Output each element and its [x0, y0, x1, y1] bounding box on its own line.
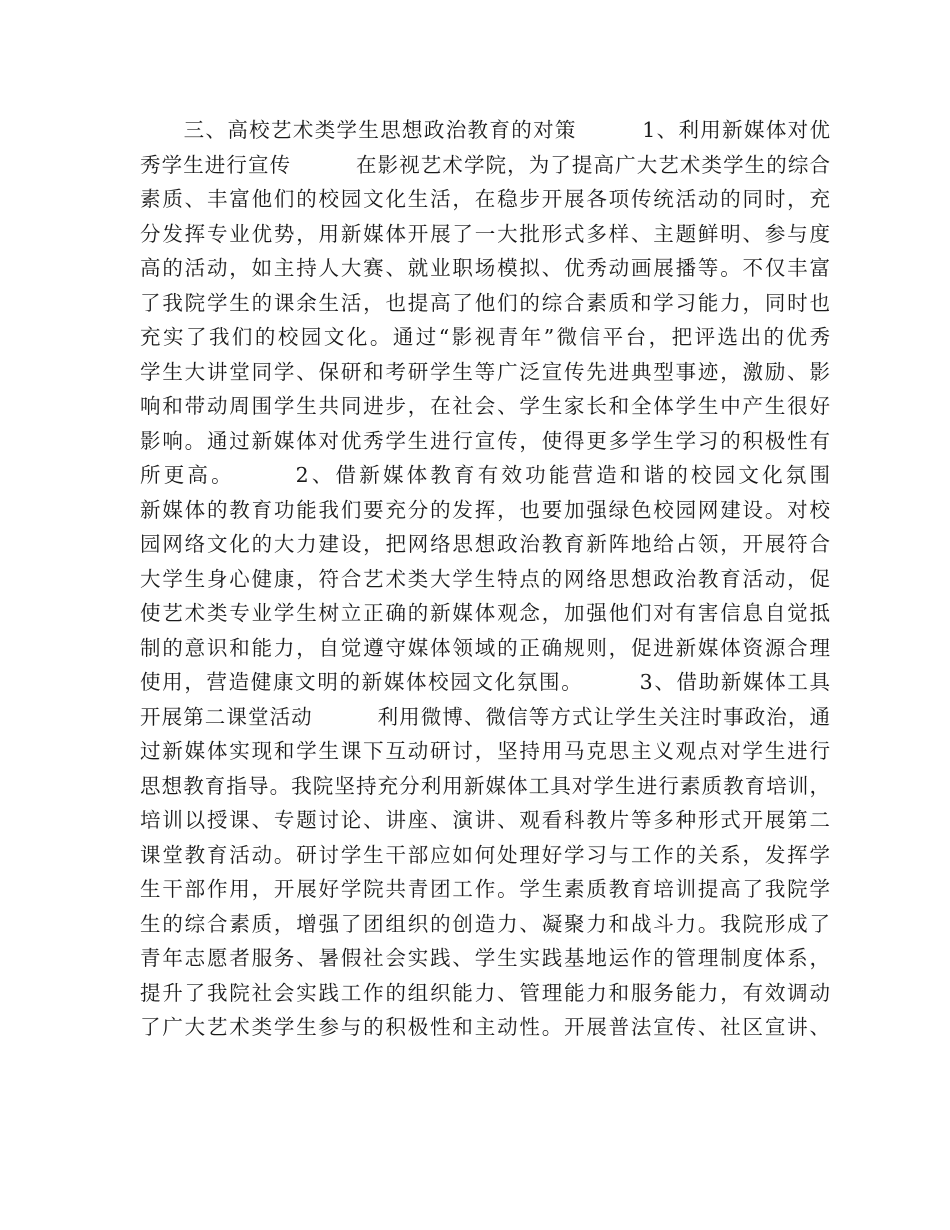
text-line: 思想教育指导。我院坚持充分利用新媒体工具对学生进行素质教育培训，: [140, 773, 830, 798]
text-line: 开展第二课堂活动 利用微博、微信等方式让学生关注时事政治，通: [140, 704, 830, 729]
text-line: 生的综合素质，增强了团组织的创造力、凝聚力和战斗力。我院形成了: [140, 911, 830, 936]
text-line: 分发挥专业优势，用新媒体开展了一大批形式多样、主题鲜明、参与度: [140, 221, 830, 246]
text-line: 高的活动，如主持人大赛、就业职场模拟、优秀动画展播等。不仅丰富: [140, 256, 830, 280]
text-line: 提升了我院社会实践工作的组织能力、管理能力和服务能力，有效调动: [140, 980, 830, 1005]
text-line: 园网络文化的大力建设，把网络思想政治教育新阵地给占领，开展符合: [140, 532, 830, 556]
text-line: 所更高。 2、借新媒体教育有效功能营造和谐的校园文化氛围: [140, 463, 830, 487]
text-line: 制的意识和能力，自觉遵守媒体领域的正确规则，促进新媒体资源合理: [140, 635, 830, 660]
text-line: 大学生身心健康，符合艺术类大学生特点的网络思想政治教育活动，促: [140, 566, 830, 591]
text-line: 素质、丰富他们的校园文化生活，在稳步开展各项传统活动的同时，充: [140, 187, 830, 211]
text-line: 秀学生进行宣传 在影视艺术学院，为了提高广大艺术类学生的综合: [140, 152, 830, 177]
text-line: 了广大艺术类学生参与的积极性和主动性。开展普法宣传、社区宣讲、: [140, 1015, 830, 1039]
text-line: 响和带动周围学生共同进步，在社会、学生家长和全体学生中产生很好: [140, 394, 830, 418]
text-line: 使用，营造健康文明的新媒体校园文化氛围。 3、借助新媒体工具: [140, 670, 830, 694]
text-line: 了我院学生的课余生活，也提高了他们的综合素质和学习能力，同时也: [140, 290, 830, 315]
text-line: 学生大讲堂同学、保研和考研学生等广泛宣传先进典型事迹，激励、影: [140, 359, 830, 384]
text-line: 培训以授课、专题讨论、讲座、演讲、观看科教片等多种形式开展第二: [140, 808, 830, 832]
text-line: 充实了我们的校园文化。通过“影视青年”微信平台，把评选出的优秀: [140, 325, 830, 349]
text-line: 影响。通过新媒体对优秀学生进行宣传，使得更多学生学习的积极性有: [140, 428, 830, 453]
text-line: 过新媒体实现和学生课下互动研讨，坚持用马克思主义观点对学生进行: [140, 739, 830, 763]
text-line: 课堂教育活动。研讨学生干部应如何处理好学习与工作的关系，发挥学: [140, 842, 830, 867]
text-line: 青年志愿者服务、暑假社会实践、学生实践基地运作的管理制度体系，: [140, 946, 830, 970]
body-text: [140, 113, 830, 1045]
text-line: 三、高校艺术类学生思想政治教育的对策 1、利用新媒体对优: [140, 118, 830, 142]
text-line: 新媒体的教育功能我们要充分的发挥，也要加强绿色校园网建设。对校: [140, 497, 830, 522]
text-line: 使艺术类专业学生树立正确的新媒体观念，加强他们对有害信息自觉抵: [140, 601, 830, 625]
text-line: 生干部作用，开展好学院共青团工作。学生素质教育培训提高了我院学: [140, 877, 830, 901]
